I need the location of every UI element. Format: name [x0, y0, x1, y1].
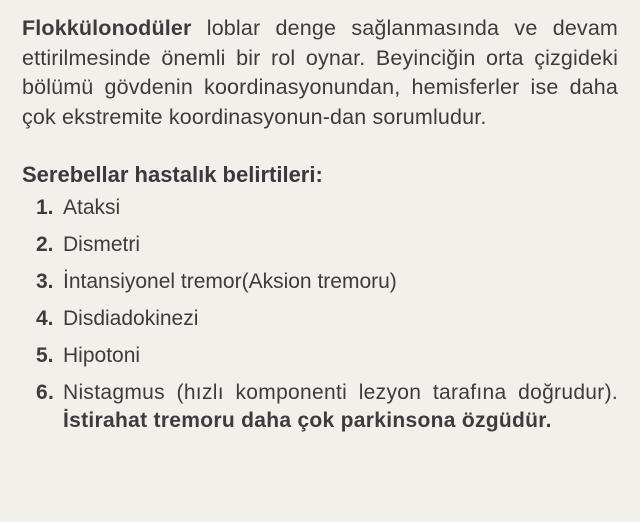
list-item	[22, 231, 618, 259]
list-item-text: İntansiyonel tremor(Aksion tremoru)	[63, 270, 397, 293]
symptoms-heading: Serebellar hastalık belirtileri:	[22, 162, 323, 187]
intro-term: Flokkülonodüler	[22, 16, 192, 40]
list-item-number: 3.	[36, 270, 54, 293]
list-item-number: 4.	[36, 307, 54, 330]
list-item	[22, 194, 618, 222]
list-item-text: Disdiadokinezi	[63, 307, 199, 330]
intro-text: loblar denge sağlanmasında ve devam ettirilmesinde önemli bir rol oynar. Beyinciğin orta çizgideki bölümü gövdenin koordinasyonundan, hemisferler ise daha çok ekstremite koordinasyonun-dan sorumludur.	[22, 16, 618, 129]
list-item-text: Hipotoni	[63, 344, 141, 367]
intro-paragraph	[22, 14, 618, 132]
list-item-text: Nistagmus (hızlı komponenti lezyon tarafına doğrudur).	[63, 381, 618, 404]
list-item-number: 5.	[36, 344, 54, 367]
list-item-text: Dismetri	[63, 233, 140, 256]
list-item-text: Ataksi	[63, 196, 121, 219]
list-item	[22, 305, 618, 333]
list-item-number: 1.	[36, 196, 54, 219]
list-item	[22, 379, 618, 435]
list-item-bold-note: İstirahat tremoru daha çok parkinsona özgüdür.	[63, 409, 552, 432]
list-item	[22, 268, 618, 296]
symptoms-list	[22, 194, 618, 435]
list-item-number: 6.	[36, 381, 55, 404]
list-item	[22, 342, 618, 370]
list-item-number: 2.	[36, 233, 54, 256]
